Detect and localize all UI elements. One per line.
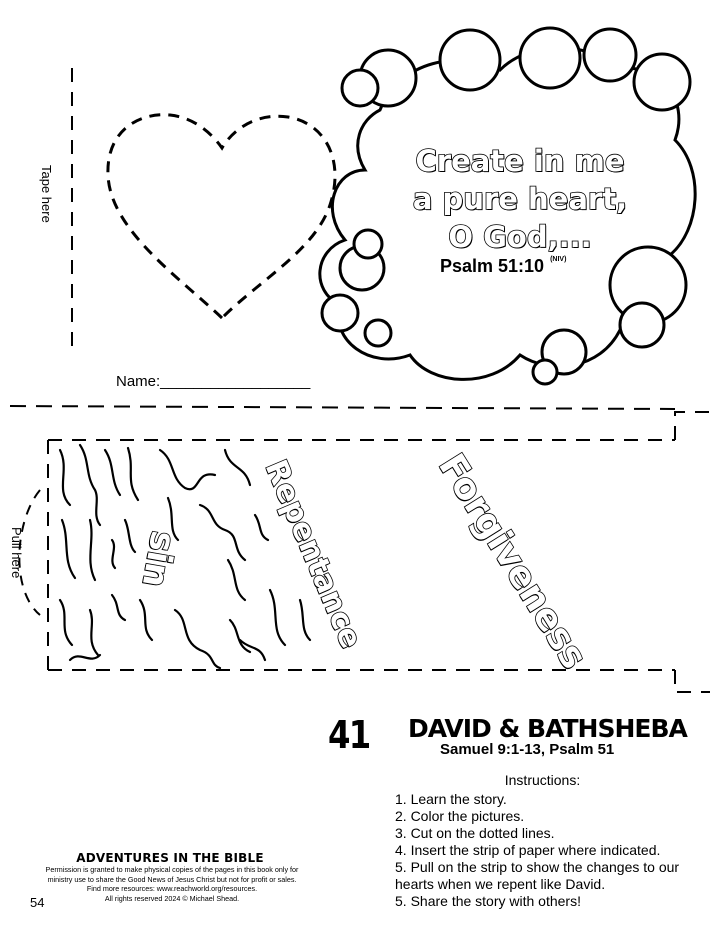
verse-reference bbox=[440, 256, 566, 277]
page-number: 54 bbox=[30, 895, 45, 910]
verse-reference-text: Psalm 51:10 bbox=[440, 256, 545, 276]
footer-line: ministry use to share the Good News of Jesus Christ but not for profit or sales. bbox=[47, 874, 297, 884]
verse-line-3: O God,... bbox=[448, 220, 592, 254]
footer-line: Find more resources: www.reachworld.org/resources. bbox=[86, 884, 258, 893]
instructions-heading: Instructions: bbox=[504, 772, 581, 788]
cut-line-top bbox=[10, 406, 675, 409]
footer-series-title: ADVENTURES IN THE BIBLE bbox=[76, 851, 264, 865]
footer-permission-text bbox=[22, 865, 322, 903]
instruction-step: 5. Pull on the strip to show the changes to our hearts when we repent like David. bbox=[395, 859, 680, 892]
strip-word-repentance: Repentance bbox=[257, 455, 369, 654]
heart-outline bbox=[108, 115, 335, 318]
cut-line-right-bottom bbox=[675, 670, 710, 692]
instruction-step: 2. Color the pictures. bbox=[395, 808, 525, 824]
verse-version: (NIV) bbox=[550, 256, 567, 263]
cut-line-right-top bbox=[675, 412, 710, 440]
instruction-step: 1. Learn the story. bbox=[395, 791, 507, 807]
strip-word-forgiveness: Forgiveness bbox=[430, 447, 595, 677]
verse-line-1: Create in me bbox=[415, 144, 625, 178]
verse-line-2: a pure heart, bbox=[412, 182, 628, 216]
instruction-step: 4. Insert the strip of paper where indicated. bbox=[395, 842, 661, 858]
pull-here-label: Pull here bbox=[9, 527, 24, 579]
instruction-step: 3. Cut on the dotted lines. bbox=[395, 825, 555, 841]
lesson-title: DAVID & BATHSHEBA bbox=[408, 714, 687, 743]
strip-word-sin: sin bbox=[133, 528, 183, 591]
footer-line: All rights reserved 2024 © Michael Shead. bbox=[104, 893, 240, 903]
name-field-label: Name:__________________ bbox=[116, 373, 311, 390]
tape-here-label: Tape here bbox=[39, 165, 54, 223]
instruction-step: 5. Share the story with others! bbox=[395, 893, 581, 909]
memory-verse bbox=[395, 142, 645, 256]
footer-line: Permission is granted to make physical copies of the pages in this book only for bbox=[45, 865, 299, 874]
lesson-scripture: Samuel 9:1-13, Psalm 51 bbox=[440, 741, 615, 758]
instructions-list bbox=[395, 791, 700, 910]
lesson-number: 41 bbox=[328, 713, 370, 757]
